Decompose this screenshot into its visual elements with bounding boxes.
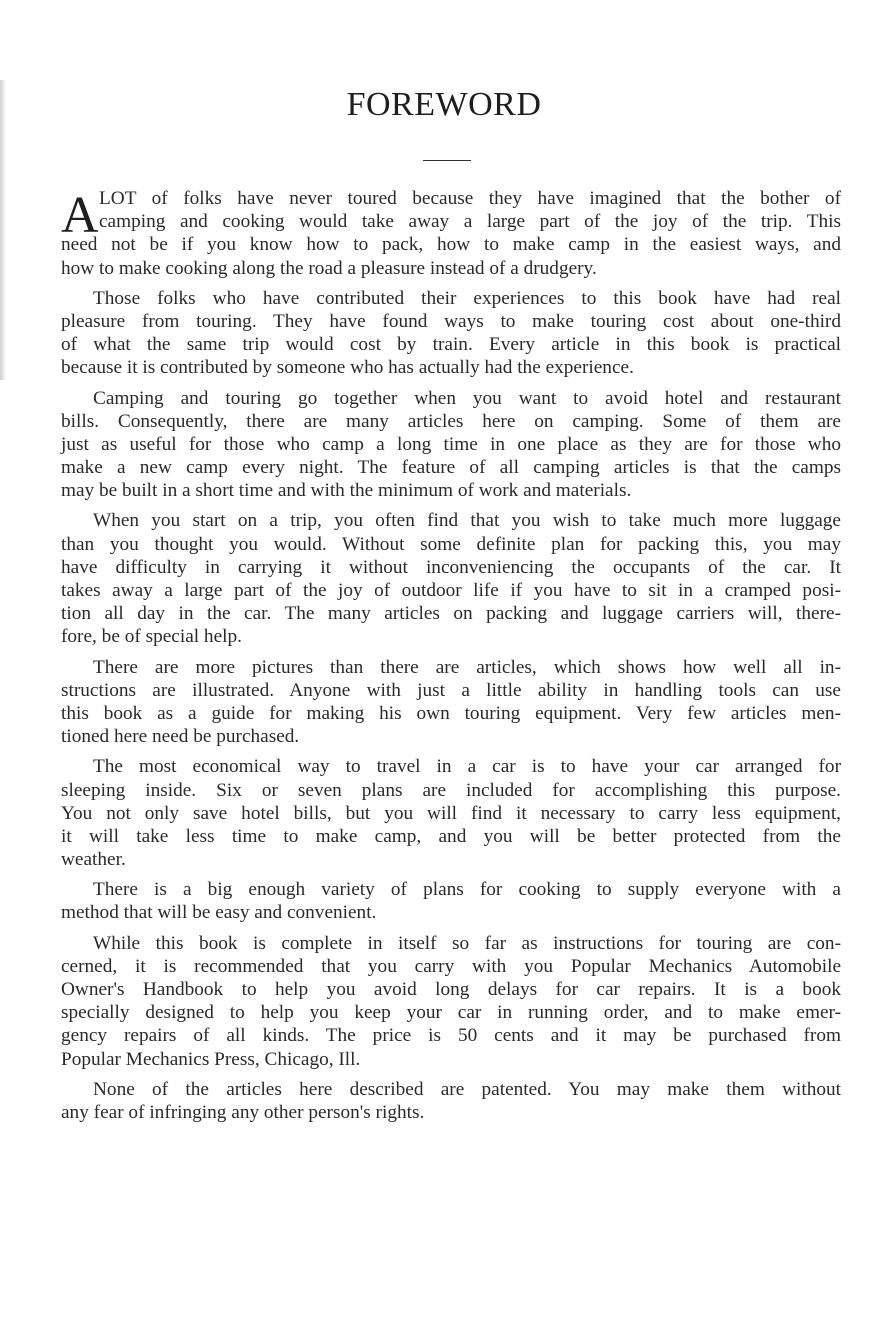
text-line: LOT of folks have never toured because they have imagined that the bother of xyxy=(99,188,841,209)
text-line: There are more pictures than there are articles, which shows how well all in- xyxy=(93,656,841,678)
text-line: You not only save hotel bills, but you will find it necessary to carry less equipment, xyxy=(61,802,841,824)
text-line: takes away a large part of the joy of outdoor life if you have to sit in a cramped posi- xyxy=(61,580,841,601)
text-line: need not be if you know how to pack, how to make camp in the easiest ways, and xyxy=(61,234,841,256)
text-line: may be built in a short time and with the minimum of work and materials. xyxy=(61,480,632,502)
title-divider xyxy=(423,160,471,161)
text-line: than you thought you would. Without some definite plan for packing this, you may xyxy=(61,533,841,555)
text-line: because it is contributed by someone who has actually had the experience. xyxy=(61,357,634,379)
paragraph xyxy=(61,287,841,380)
paragraph xyxy=(61,1078,841,1124)
text-line: it will take less time to make camp, and you will be better protected from the xyxy=(61,825,841,847)
text-line: weather. xyxy=(61,849,126,871)
text-line: just as useful for those who camp a long time in one place as they are for those who xyxy=(61,433,841,455)
text-line: Those folks who have contributed their experiences to this book have had real xyxy=(93,287,841,309)
text-line: The most economical way to travel in a car is to have your car arranged for xyxy=(93,756,841,778)
text-line: bills. Consequently, there are many articles here on camping. Some of them are xyxy=(61,410,841,432)
text-line: When you start on a trip, you often find that you wish to take much more luggage xyxy=(93,510,841,532)
page-title: FOREWORD xyxy=(346,86,542,123)
text-line: Popular Mechanics Press, Chicago, Ill. xyxy=(61,1048,361,1070)
paragraph xyxy=(61,509,841,648)
page-edge-shadow xyxy=(0,80,6,380)
text-line: make a new camp every night. The feature of all camping articles is that the camps xyxy=(61,457,841,479)
text-line: how to make cooking along the road a pleasure instead of a drudgery. xyxy=(61,257,597,279)
paragraph xyxy=(61,755,841,871)
paragraph xyxy=(61,656,841,749)
text-line: sleeping inside. Six or seven plans are included for accomplishing this purpose. xyxy=(61,779,841,801)
text-line: camping and cooking would take away a large part of the joy of the trip. This xyxy=(99,211,841,233)
text-line: There is a big enough variety of plans for cooking to supply everyone with a xyxy=(93,879,841,901)
foreword-body xyxy=(61,187,841,1131)
text-line: have difficulty in carrying it without inconveniencing the occupants of the car. It xyxy=(61,556,841,578)
text-line: fore, be of special help. xyxy=(61,626,242,648)
text-line: Camping and touring go together when you want to avoid hotel and restaurant xyxy=(93,387,841,409)
text-line: None of the articles here described are patented. You may make them without xyxy=(93,1078,841,1100)
text-line: cerned, it is recommended that you carry with you Popular Mechanics Automobile xyxy=(61,955,841,977)
text-line: this book as a guide for making his own touring equipment. Very few articles men- xyxy=(61,702,841,724)
text-line: method that will be easy and convenient. xyxy=(61,902,377,924)
paragraph xyxy=(61,187,841,280)
paragraph xyxy=(61,932,841,1071)
drop-cap: A xyxy=(61,187,99,244)
text-line: pleasure from touring. They have found ways to make touring cost about one-third xyxy=(61,310,841,332)
text-line: any fear of infringing any other person's rights. xyxy=(61,1101,425,1123)
paragraph xyxy=(61,878,841,924)
text-line: tion all day in the car. The many articles on packing and luggage carriers will, there- xyxy=(61,603,841,625)
text-line: tioned here need be purchased. xyxy=(61,726,300,748)
text-line: Owner's Handbook to help you avoid long delays for car repairs. It is a book xyxy=(61,979,841,1000)
text-line: of what the same trip would cost by train. Every article in this book is practical xyxy=(61,334,841,356)
text-line: While this book is complete in itself so far as instructions for touring are con- xyxy=(93,932,841,954)
text-line: gency repairs of all kinds. The price is 50 cents and it may be purchased from xyxy=(61,1025,841,1047)
text-line: structions are illustrated. Anyone with just a little ability in handling tools can use xyxy=(61,679,841,701)
text-line: specially designed to help you keep your car in running order, and to make emer- xyxy=(61,1002,841,1024)
paragraph xyxy=(61,387,841,503)
